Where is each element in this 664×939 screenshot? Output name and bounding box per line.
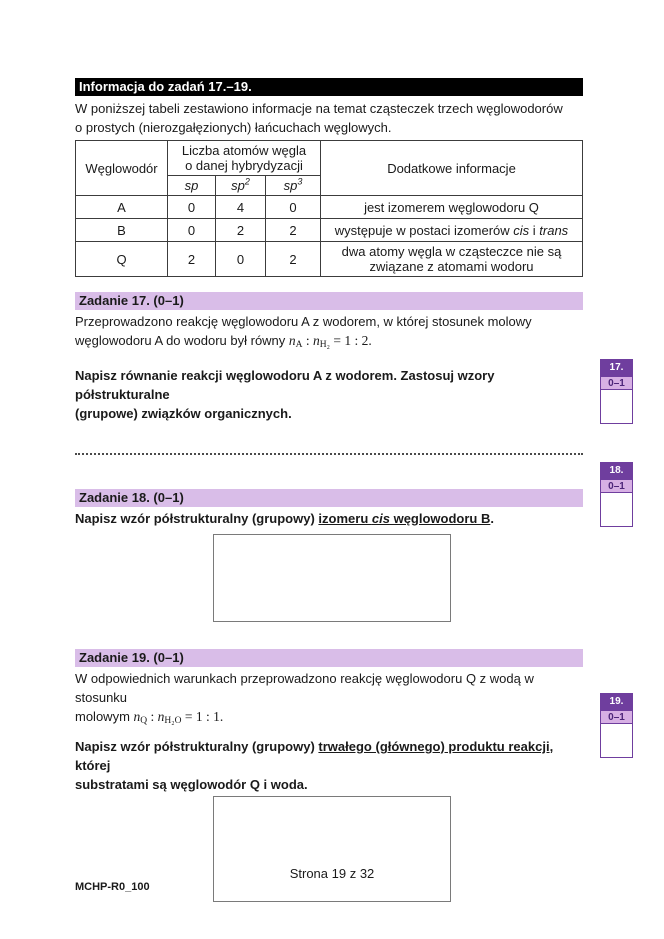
col-header-sp3: $sp^3$ [266,176,321,196]
score-box-18-points: 0–1 [601,479,632,493]
footer-page-number: Strona 19 z 32 [289,866,375,881]
score-box-19 [600,693,633,758]
info-header-bar [75,78,583,96]
cis-italic: cis [371,511,390,526]
task-17-header [75,292,583,310]
row-q-sp2: 0 [216,242,266,277]
task-18-header [75,489,583,507]
task-19-body [75,669,583,726]
task-17-body-line-1: Przeprowadzono reakcję węglowodoru A z wodorem, w której stosunek molowy [75,314,532,329]
task-18-title: Zadanie 18. (0–1) [79,490,184,505]
task-18-underlined-phrase: izomeru cis węglowodoru B [318,511,491,526]
table-row-q [76,242,583,277]
table-header-row [76,141,583,176]
score-box-17 [600,359,633,424]
cis-italic: cis [513,222,530,238]
row-b-sp3: 2 [266,219,321,242]
task-17-title: Zadanie 17. (0–1) [79,293,184,308]
score-box-19-points: 0–1 [601,710,632,724]
trans-italic: trans [539,222,569,238]
task-19-title: Zadanie 19. (0–1) [79,650,184,665]
intro-text [75,99,583,137]
task-19-command-line-2: substratami są węglowodór Q i woda. [75,777,308,792]
task-19-body-line-2: molowym $n_Q$ : $n_{H_2O} = 1$ : 1. [75,709,224,726]
task-19-underlined-phrase: trwałego (głównego) produktu reakcji [318,739,550,754]
col-header-sp: sp [168,176,216,196]
table-row-a [76,196,583,219]
row-a-info: jest izomerem węglowodoru Q [321,196,583,219]
row-a-sp2: 4 [216,196,266,219]
score-box-17-blank-cell [601,390,632,423]
intro-line-2: o prostych (nierozgałęzionych) łańcuchach węglowych. [75,120,392,135]
col-header-additional-info: Dodatkowe informacje [321,141,583,196]
row-q-info [321,242,583,277]
task-17-body-line-2: węglowodoru A do wodoru był równy $n_A$ : $n_{H_2} = 1$ : 2. [75,333,372,350]
row-q-sp: 2 [168,242,216,277]
answer-box-task-18[interactable] [213,534,451,622]
score-box-18-number: 18. [601,463,632,479]
footer-form-code: MCHP-R0_100 [75,881,150,893]
task-18-command: Napisz wzór półstrukturalny (grupowy) izomeru cis węglowodoru B. [75,511,494,526]
row-a-name: A [76,196,168,219]
task-19-body-line-1: W odpowiednich warunkach przeprowadzono reakcję węglowodoru Q z wodą w stosunku [75,671,534,705]
row-q-info-line-1: dwa atomy węgla w cząsteczce nie są [341,244,562,259]
task-17-command [75,366,583,423]
score-box-19-blank-cell [601,724,632,757]
row-a-sp: 0 [168,196,216,219]
row-b-name: B [76,219,168,242]
page-content [75,0,583,902]
score-box-17-number: 17. [601,360,632,376]
molar-ratio-formula-17: $n_A$ : $n_{H_2} = 1$ : 2. [288,333,372,350]
hydrocarbons-table [75,140,583,277]
col-header-hydrocarbon: Węglowodór [76,141,168,196]
hybridization-header-line-2: o danej hybrydyzacji [185,158,303,173]
score-box-17-points: 0–1 [601,376,632,390]
row-q-info-line-2: związane z atomami wodoru [369,259,534,274]
answer-box-task-19[interactable] [213,796,451,902]
task-17-body [75,312,583,350]
molar-ratio-formula-19: $n_Q$ : $n_{H_2O} = 1$ : 1. [133,709,224,726]
row-q-name: Q [76,242,168,277]
col-header-sp2: $sp^2$ [216,176,266,196]
task-19-command [75,737,583,794]
row-b-sp: 0 [168,219,216,242]
row-b-info: występuje w postaci izomerów cis i trans [321,219,583,242]
answer-dotted-line[interactable] [75,453,583,455]
intro-line-1: W poniższej tabeli zestawiono informacje na temat cząsteczek trzech węglowodorów [75,101,563,116]
row-b-sp2: 2 [216,219,266,242]
task-17-command-line-1: Napisz równanie reakcji węglowodoru A z wodorem. Zastosuj wzory półstrukturalne [75,368,495,402]
score-box-18 [600,462,633,527]
task-19-command-line-1: Napisz wzór półstrukturalny (grupowy) trwałego (głównego) produktu reakcji, której [75,739,554,773]
row-a-sp3: 0 [266,196,321,219]
score-box-19-number: 19. [601,694,632,710]
hybridization-header-line-1: Liczba atomów węgla [181,143,307,158]
table-row-b [76,219,583,242]
task-19-header [75,649,583,667]
col-header-hybridization-group [168,141,321,176]
info-header-title: Informacja do zadań 17.–19. [79,79,252,94]
score-box-18-blank-cell [601,493,632,526]
row-q-sp3: 2 [266,242,321,277]
task-17-command-line-2: (grupowe) związków organicznych. [75,406,292,421]
